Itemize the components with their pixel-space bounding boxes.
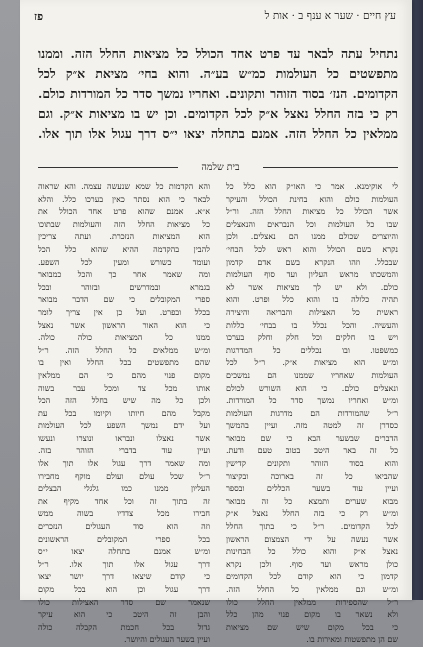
commentary-line: ועיין עוד בשער הכללים ובספר — [226, 484, 398, 494]
commentary-line: ומה שאמר אחר כך והכל כמבואר — [38, 270, 210, 280]
commentary-line: מקבל מהם חיותו וקיומו בכל עת — [38, 408, 210, 418]
commentary-line: ועיין בשער העגולים והיושר. — [124, 635, 210, 645]
commentary-line: שהם מתפשטים בכל החלל ואין בו — [38, 358, 210, 368]
main-text — [38, 44, 398, 144]
commentary-line: והעשיה. והכל נכלל בו בבחי׳ כללות — [226, 320, 398, 330]
commentary-line: ומ״ש אמנם בתחלה יצאו י״ס — [38, 547, 210, 557]
commentary-line: שנאמר שם סדר האצילות כולו — [38, 597, 210, 607]
commentary-line: ועיין עוד בדברי הזוהר בזה. — [38, 446, 210, 456]
divider-rule-left — [38, 167, 178, 168]
main-text-line: נתחיל עתה לבאר עד פרט אחד הכולל כל מציאות החלל הזה. וממנו — [38, 46, 398, 61]
commentary-line: תהיה כלולה בו והוא כלל ופרט. והוא — [226, 295, 398, 305]
commentary-line: דרך עגול אלו תוך אלו. ר״ל — [38, 559, 210, 569]
commentary-line: לי אוקימנא. אמר כי האו״ק הוא כלל כל — [226, 182, 398, 191]
commentary-line: ועל ידם נמשך השפע לכל העולמות — [38, 421, 210, 431]
commentary-line: ראשית כל האצילות והבריאה והיצירה — [226, 307, 398, 317]
commentary-line: לבאר כי הוא נסתר כאין בערכו כלל. והלא — [38, 194, 210, 204]
commentary-line: כמשפטו. ובו נכללים כל המדרגות — [226, 345, 398, 355]
commentary-line: ולא נשאר בו מקום פנוי מהן כלל — [226, 610, 398, 620]
commentary-line: וזה הוא סוד העגולים הנזכרים — [38, 522, 210, 532]
commentary-line: בכלל ובפרט. ועל כן אין צריך לומר — [38, 307, 210, 317]
commentary-line: לכל הקדומים. ר״ל כי בתוך החלל — [226, 522, 398, 532]
commentary-line: העולמות שאחריו שממנו הם נמשכים — [226, 370, 398, 380]
page-header — [34, 10, 396, 24]
commentary-line: גדול בכל חכמת הקבלה כולה — [38, 622, 210, 632]
commentary-line: אשר נאצלו ונבראו ונוצרו ונעשו — [38, 433, 210, 443]
commentary-line: כל זה באר היטב בטוב טעם ודעת. — [226, 446, 398, 456]
main-text-line: הקדומים. הנז׳ בסוד הזוהר ותקונים. ואחריו נמשך סדר כל המורדות כולם. — [38, 86, 398, 101]
commentary-line: ר״ל שהספירות ממלאין החלל כולו — [226, 597, 398, 607]
commentary-line: בכל ספרי המקובלים הראשונים — [38, 534, 210, 544]
commentary-line: שבו כל העולמות וכל הנבראים והנאצלים — [226, 219, 398, 229]
commentary-line: אשר נעשה על ידי הצמצום הראשון — [226, 534, 398, 544]
commentary-line: ומה שאמר דרך עגול אלו תוך אלו — [38, 459, 210, 469]
commentary-line: דרך עגול וכן הוא בכל מקום — [38, 585, 210, 594]
commentary-line: ממנו כל המציאות כולה כולה. — [38, 333, 210, 343]
divider-rule-right — [263, 167, 398, 168]
commentary-line: שבכלל. וזהו הנקרא בשם אדם קדמון — [226, 257, 398, 267]
commentary-line: חבירו מכל צדדיו בשוה ממש — [38, 509, 210, 519]
commentary-line: כל מציאות החלל הזה והעולמות שבתוכו — [38, 219, 210, 229]
commentary-line: כי הוא האור הראשון אשר נאצל — [38, 320, 210, 330]
commentary-title: בית שלמה — [201, 162, 240, 173]
commentary-line: הוא המציאות הנזכרת. ועתה צריכין — [38, 232, 210, 242]
commentary-line: אותו מכל צד ומכל עבר בשוה — [38, 383, 210, 393]
commentary-line: כולן מראש ועד סוף. ולכן נקרא — [226, 559, 398, 569]
commentary-line: מבוא שערים ותמצא כל זה מבואר — [226, 496, 398, 506]
commentary-line: והיוצרים שכולם ממנו הם נאצלים. ולכן — [226, 232, 398, 242]
commentary-line: העולמות כולם והוא בחינת הכולל והעיקר — [226, 194, 398, 204]
commentary-line: הדברים שבשער הבא כי שם מבואר — [226, 433, 398, 443]
commentary-line: ונאצלים כולם. כי הוא השורש לכולם — [226, 383, 398, 393]
commentary-line: ומ״ש הוא מציאות א״ק. ר״ל לכל — [226, 358, 398, 368]
page-number: פז — [34, 10, 44, 23]
commentary-line: ר״ל שהמורדות הם מדרגות העולמות — [226, 408, 398, 418]
commentary-line: אשר הכולל כל מציאות החלל הזה. ור״ל — [226, 207, 398, 217]
commentary-line: העליון ממנו כמו גלגלי הבצלים — [38, 484, 210, 494]
commentary-line: שם הן מתפשטות ומאירות בו. — [306, 635, 398, 645]
commentary-line: כסדרן זה למטה מזה. ועיין בהמשך — [226, 421, 398, 431]
commentary-line: והבן זה היטב כי הוא עיקר — [38, 610, 210, 620]
commentary-line: ולכן כל מה שיש בחלל הזה הכל — [38, 396, 210, 406]
commentary-line: נקרא בשם הכולל והוא ראש לכל הבחי׳ — [226, 244, 398, 254]
commentary-line: ומ״ש ואחריו נמשך סדר כל המורדות. — [226, 396, 398, 406]
commentary-line: ר״ל שכל עולם ועולם מוקף מחבירו — [38, 471, 210, 481]
main-text-line: ממלאין כל החלל הזה. אמנם בתחלה יצאו י״ס דרך עגול אלו תוך אלו. — [38, 126, 398, 141]
commentary-line: כולם. ולא יש לך מציאות אשר לא — [226, 282, 398, 292]
commentary-line: בגמרא ובמדרשים ובזוהר ובכל — [38, 282, 210, 292]
commentary-line: א״א. אמנם שהוא פרט אחד הכולל את — [38, 207, 210, 217]
commentary-line: והוא בסוד הזוהר ותקונים קדישין — [226, 459, 398, 469]
main-text-line: מתפשטים כל העולמות כמ״ש בע״ה. והוא בחי׳ מציאת א״ק לכל — [38, 66, 398, 81]
commentary-line: שהביאו כל זה בארוכה ובקיצור — [226, 471, 398, 481]
commentary-line: זה בתוך זה וכל אחד מקיף את — [38, 496, 210, 506]
commentary-line: ומ״ש ממלאים כל החלל הזה. ר״ל — [38, 345, 210, 355]
book-page — [20, 0, 412, 645]
commentary-line: ועומד כשורש ומעין לכל השפע. — [38, 257, 210, 267]
commentary-line: והמשכתו מראש העליון ועד סוף העולמות — [226, 270, 398, 280]
commentary-line: כי קודם שיצאו דרך יושר יצאו — [38, 572, 210, 582]
commentary-divider — [38, 162, 398, 174]
commentary-line: ספרי המקובלים כי שם הדבר מבואר — [38, 295, 210, 305]
commentary-left-column — [38, 181, 210, 647]
commentary-line: והא הקדמות כל שמא שנעשה עצמה. והא שראוה — [38, 182, 210, 191]
main-text-line: רק כי בזה החלל נאצל א״ק לכל הקדומים. וכן יש בו מציאות א״ק. וגם — [38, 106, 398, 121]
commentary-line: מקום פנוי מהם כי הם ממלאין — [38, 370, 210, 380]
commentary-line: ומ״ש וגם ממלאין כל החלל הזה. — [226, 585, 398, 594]
commentary-line: נאצל א״ק והוא כולל כל הבחינות — [226, 547, 398, 557]
commentary-line: ויש בו חלקים וכל חלק וחלק בערכו — [226, 333, 398, 343]
commentary-right-column — [226, 181, 398, 647]
commentary-line: כי בכל מקום שיש שם מציאות — [226, 622, 398, 632]
commentary-line: קדמון כי הוא קודם לכל הקדומים — [226, 572, 398, 582]
commentary-line: להבין בהקדמה ההיא שהוא כלל הכל — [38, 244, 210, 254]
running-head: עץ חיים · שער א ענף ב · אות ל — [264, 10, 396, 22]
commentary-line: ומ״ש רק כי בזה החלל נאצל א״ק — [226, 509, 398, 519]
